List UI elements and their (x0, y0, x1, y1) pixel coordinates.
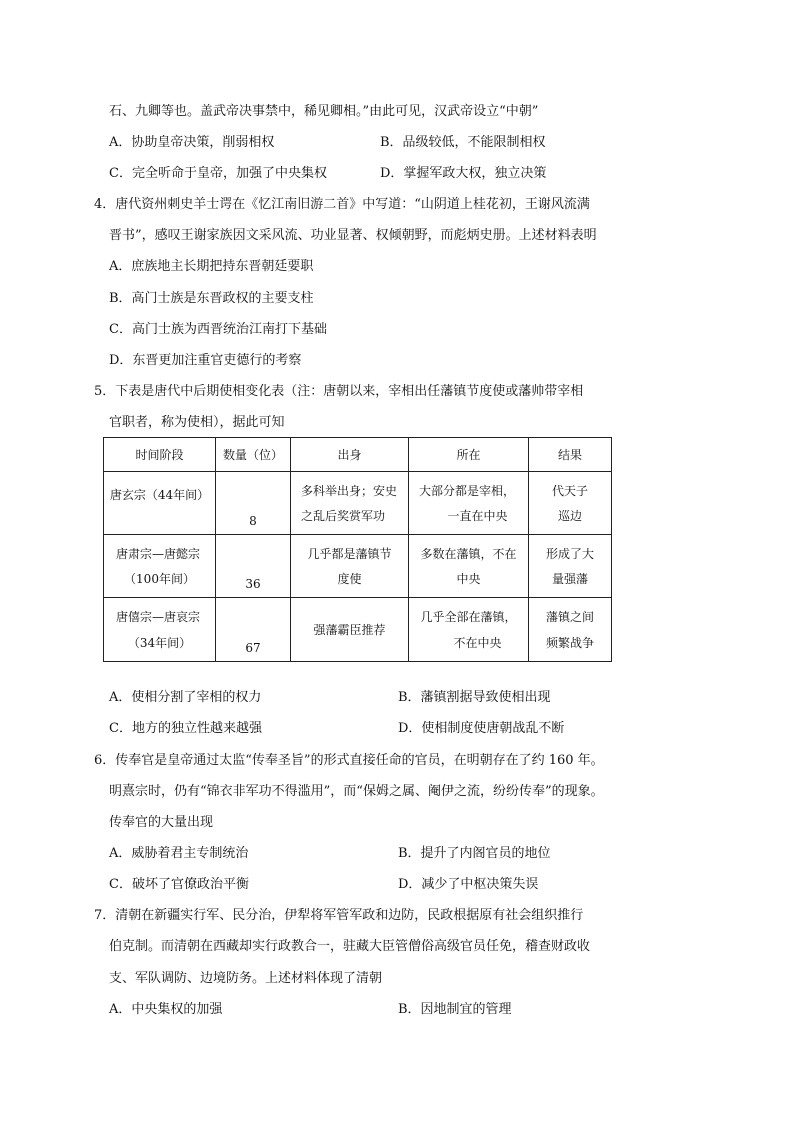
q3-stem-continuation: 石、九卿等也。盖武帝决事禁中，稀见卿相。”由此可见，汉武帝设立“中朝” (109, 104, 539, 119)
q4-option-d[interactable]: D．东晋更加注重官吏德行的考察 (109, 353, 302, 368)
q7-stem-line2: 伯克制。而清朝在西藏却实行政教合一，驻藏大臣管僧俗高级官员任免，稽查财政收 (109, 939, 591, 954)
q6-option-c[interactable]: C．破坏了官僚政治平衡 (109, 877, 249, 892)
header-result: 结果 (529, 438, 612, 472)
cell-count: 67 (216, 598, 291, 662)
q6-option-b[interactable]: B．提升了内阁官员的地位 (398, 846, 551, 861)
q3-option-d[interactable]: D．掌握军政大权，独立决策 (380, 166, 547, 181)
q7-option-a[interactable]: A．中央集权的加强 (109, 1002, 223, 1017)
q3-option-b[interactable]: B．品级较低，不能限制相权 (380, 135, 546, 150)
q7-option-b[interactable]: B．因地制宜的管理 (398, 1002, 512, 1017)
q5-option-b[interactable]: B．藩镇割据导致使相出现 (398, 690, 551, 705)
q6-option-d[interactable]: D．减少了中枢决策失误 (398, 877, 539, 892)
cell-origin: 多科举出身；安史 之乱后奖赏军功 (291, 472, 409, 535)
q4-stem-line1: 4．唐代资州刺史羊士谔在《忆江南旧游二首》中写道：“山阴道上桂花初，王谢风流满 (94, 197, 590, 212)
header-location: 所在 (409, 438, 529, 472)
cell-result: 藩镇之间 频繁战争 (529, 598, 612, 662)
table-header-row (104, 438, 612, 472)
q6-stem-line2: 明熹宗时，仍有“锦衣非军功不得滥用”，而“保姆之属、阉伊之流，纷纷传奉”的现象。 (109, 784, 604, 799)
cell-origin: 强藩霸臣推荐 (291, 598, 409, 662)
cell-result: 代天子 巡边 (529, 472, 612, 535)
q5-stem-line1: 5．下表是唐代中后期使相变化表（注：唐朝以来，宰相出任藩镇节度使或藩帅带宰相 (94, 384, 584, 399)
q6-stem-line1: 6．传奉官是皇帝通过太监“传奉圣旨”的形式直接任命的官员，在明朝存在了约 160 年。 (94, 753, 604, 768)
cell-origin: 几乎都是藩镇节 度使 (291, 535, 409, 598)
header-origin: 出身 (291, 438, 409, 472)
q5-option-c[interactable]: C．地方的独立性越来越强 (109, 721, 262, 736)
cell-location: 多数在藩镇，不在 中央 (409, 535, 529, 598)
header-count: 数量（位） (216, 438, 291, 472)
q6-stem-line3: 传奉官的大量出现 (109, 815, 214, 830)
q4-option-a[interactable]: A．庶族地主长期把持东晋朝廷要职 (109, 259, 314, 274)
table-row (104, 535, 612, 598)
q3-option-c[interactable]: C．完全听命于皇帝，加强了中央集权 (109, 166, 327, 181)
cell-location: 大部分都是宰相， 一直在中央 (409, 472, 529, 535)
cell-location: 几乎全部在藩镇， 不在中央 (409, 598, 529, 662)
q6-option-a[interactable]: A．威胁着君主专制统治 (109, 846, 249, 861)
cell-period: 唐肃宗—唐懿宗 （100年间） (104, 535, 216, 598)
q3-option-a[interactable]: A．协助皇帝决策，削弱相权 (109, 135, 275, 150)
q4-option-c[interactable]: C．高门士族为西晋统治江南打下基础 (109, 322, 327, 337)
cell-count: 8 (216, 472, 291, 535)
table-row (104, 598, 612, 662)
q5-stem-line2: 官职者，称为使相），据此可知 (109, 415, 285, 430)
q7-stem-line1: 7．清朝在新疆实行军、民分治，伊犁将军管军政和边防，民政根据原有社会组织推行 (94, 908, 584, 923)
q4-option-b[interactable]: B．高门士族是东晋政权的主要支柱 (109, 291, 314, 306)
header-period: 时间阶段 (104, 438, 216, 472)
q4-stem-line2: 晋书”，感叹王谢家族因文采风流、功业显著、权倾朝野，而彪炳史册。上述材料表明 (109, 228, 597, 243)
q5-option-d[interactable]: D．使相制度使唐朝战乱不断 (398, 721, 565, 736)
cell-result: 形成了大 量强藩 (529, 535, 612, 598)
q7-stem-line3: 支、军队调防、边境防务。上述材料体现了清朝 (109, 971, 383, 986)
cell-period: 唐玄宗（44年间） (104, 472, 216, 535)
envoy-chancellor-table (103, 437, 612, 662)
table-row (104, 472, 612, 535)
cell-count: 36 (216, 535, 291, 598)
q5-option-a[interactable]: A．使相分割了宰相的权力 (109, 690, 262, 705)
cell-period: 唐僖宗—唐哀宗 （34年间） (104, 598, 216, 662)
